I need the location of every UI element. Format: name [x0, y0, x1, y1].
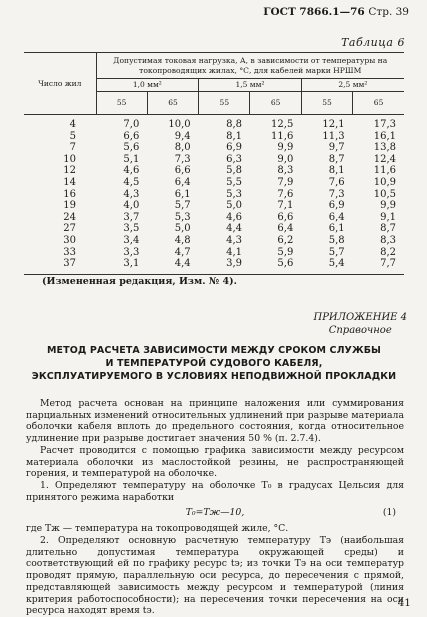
table-row: [24, 247, 404, 259]
page-header: [263, 6, 409, 18]
current-value-cell: 4,3: [123, 188, 140, 200]
core-count-cell: 5: [69, 130, 76, 142]
table-row: [24, 115, 404, 131]
appendix-number: ПРИЛОЖЕНИЕ 4: [313, 312, 407, 323]
current-value-cell: 5,6: [250, 258, 301, 274]
current-value-cell: 6,6: [123, 130, 140, 142]
current-value-cell: 7,3: [328, 188, 345, 200]
current-value-cell: 11,3: [322, 130, 345, 142]
current-value-cell: 3,4: [123, 234, 140, 246]
temperature-header: 65: [147, 92, 198, 115]
current-value-cell: 3,3: [123, 246, 140, 258]
current-value-cell: 4,3: [226, 234, 242, 246]
current-value-cell: 8,7: [380, 223, 396, 235]
table-row: [24, 235, 404, 247]
section-header: 2,5 мм²: [301, 79, 404, 92]
core-count-cell: 37: [24, 258, 96, 274]
current-value-cell: 5,3: [226, 188, 242, 200]
current-value-cell: 10,5: [373, 188, 396, 200]
current-value-cell: 5,9: [277, 246, 294, 258]
current-value-cell: 8,8: [226, 119, 242, 130]
current-value-cell: 11,6: [373, 165, 396, 177]
current-value-cell: 7,9: [277, 176, 294, 188]
current-value-cell: 13,8: [373, 142, 396, 154]
current-value-cell: 5,3: [174, 211, 191, 223]
page-number: 41: [397, 597, 411, 609]
current-value-cell: 5,4: [301, 258, 352, 274]
core-count-cell: 7: [69, 142, 76, 154]
current-value-cell: 3,1: [96, 258, 147, 274]
current-value-cell: 5,8: [328, 234, 345, 246]
paragraph: 2. Определяют основную расчетную температуру Tэ (наибольшая длительно допустимая температура окружающей среды) и соответствующий ей по графику ресурс tэ; из точки Tэ на оси температур проводят прямую, параллельную оси ресурса, до пересечения с прямой, представляющей зависимость между ресурсом и температурой (линия критерия работоспособности); на пересечения точки пересечения на оси ресурса находят время tэ.: [26, 535, 404, 617]
current-value-cell: 4,4: [226, 223, 242, 235]
current-value-cell: 10,9: [373, 176, 396, 188]
current-value-cell: 8,1: [328, 165, 345, 177]
current-value-cell: 4,8: [174, 234, 191, 246]
temperature-header: 65: [353, 92, 404, 115]
formula-number: (1): [382, 507, 396, 519]
current-value-cell: 6,4: [174, 176, 191, 188]
table-caption: Таблица 6: [341, 36, 405, 49]
formula: [26, 503, 404, 523]
temperature-header: 65: [250, 92, 301, 115]
current-value-cell: 12,5: [271, 119, 294, 130]
current-load-table: [24, 52, 404, 275]
current-value-cell: 7,6: [328, 176, 345, 188]
table-row: [24, 142, 404, 154]
section-header: 1,0 мм²: [96, 79, 199, 92]
table-row: [24, 154, 404, 166]
paragraph: Метод расчета основан на принципе наложения или суммирования парциальных изменений относительных удлинений при разрыве материала оболочки кабеля вплоть до предельного состояния, когда относительное удлинение при разрыве достигает значения 50 % (п. 2.7.4).: [26, 398, 404, 445]
core-count-cell: 27: [63, 223, 76, 235]
temperature-header: 55: [301, 92, 352, 115]
paragraph: 1. Определяют температуру на оболочке T₀ в градусах Цельсия для принятого режима наработки: [26, 479, 404, 503]
core-count-cell: 24: [63, 211, 76, 223]
table-row: [24, 189, 404, 201]
current-value-cell: 7,3: [174, 153, 191, 165]
paragraph: где Tж — температура на токопроводящей жиле, °С.: [26, 523, 289, 535]
table-row: [24, 200, 404, 212]
current-value-cell: 4,1: [226, 246, 242, 258]
core-count-cell: 14: [63, 176, 76, 188]
formula-expression: T₀=Tж—10,: [185, 507, 245, 519]
current-value-cell: 3,5: [123, 223, 140, 235]
appendix-type: Справочное: [328, 325, 392, 336]
current-value-cell: 3,7: [123, 211, 140, 223]
current-value-cell: 4,6: [123, 165, 140, 177]
current-value-cell: 4,6: [226, 211, 242, 223]
standard-number: ГОСТ 7866.1—76: [263, 6, 365, 18]
current-value-cell: 9,4: [174, 130, 191, 142]
current-value-cell: 9,1: [380, 211, 396, 223]
section-header: 1,5 мм²: [199, 79, 302, 92]
current-value-cell: 9,7: [328, 142, 345, 154]
paragraph: Расчет проводится с помощью графика зависимости между ресурсом материала оболочки из маслостойкой резины, не распространяющей горения, и температурой на оболочке.: [26, 444, 404, 480]
page-label: Стр. 39: [368, 6, 409, 18]
table-row: [24, 258, 404, 274]
current-value-cell: 8,3: [380, 234, 396, 246]
core-count-cell: 30: [63, 234, 76, 246]
current-value-cell: 6,4: [277, 223, 294, 235]
current-value-cell: 7,0: [123, 119, 140, 130]
current-value-cell: 8,7: [328, 153, 345, 165]
table-row: [24, 212, 404, 224]
current-value-cell: 7,1: [277, 200, 294, 212]
current-value-cell: 12,1: [322, 119, 345, 130]
current-value-cell: 5,0: [226, 200, 242, 212]
current-value-cell: 8,3: [277, 165, 294, 177]
current-value-cell: 5,6: [123, 142, 140, 154]
core-count-cell: 10: [63, 153, 76, 165]
current-value-cell: 8,0: [174, 142, 191, 154]
table-row: [24, 131, 404, 143]
current-value-cell: 11,6: [271, 130, 294, 142]
current-value-cell: 12,4: [373, 153, 396, 165]
table-row: [24, 223, 404, 235]
current-value-cell: 4,5: [123, 176, 140, 188]
body-text: [26, 398, 404, 617]
current-value-cell: 16,1: [373, 130, 396, 142]
current-value-cell: 6,2: [277, 234, 294, 246]
current-value-cell: 6,4: [328, 211, 345, 223]
table-body: [24, 115, 404, 275]
core-count-header: Число жил: [24, 53, 96, 115]
current-value-cell: 7,7: [353, 258, 404, 274]
current-value-cell: 9,9: [380, 200, 396, 212]
current-value-cell: 6,3: [226, 153, 242, 165]
table-row: [24, 165, 404, 177]
current-value-cell: 5,8: [226, 165, 242, 177]
current-value-cell: 17,3: [373, 119, 396, 130]
section-title: [28, 344, 400, 383]
current-value-cell: 6,9: [328, 200, 345, 212]
title-line: И ТЕМПЕРАТУРОЙ СУДОВОГО КАБЕЛЯ,: [105, 358, 323, 369]
current-value-cell: 4,0: [123, 200, 140, 212]
current-value-cell: 4,4: [147, 258, 198, 274]
current-value-cell: 3,9: [199, 258, 250, 274]
table-row: [24, 177, 404, 189]
current-value-cell: 4,7: [174, 246, 191, 258]
core-count-cell: 16: [63, 188, 76, 200]
core-count-cell: 12: [63, 165, 76, 177]
current-value-cell: 6,1: [328, 223, 345, 235]
current-value-cell: 6,1: [174, 188, 191, 200]
load-header: Допустимая токовая нагрузка, А, в зависимости от температуры на токопроводящих жилах, °С, для кабелей марки НРШМ: [96, 53, 404, 79]
temperature-header: 55: [199, 92, 250, 115]
current-value-cell: 8,1: [226, 130, 242, 142]
core-count-cell: 19: [63, 200, 76, 212]
current-value-cell: 5,1: [123, 153, 140, 165]
temperature-header: 55: [96, 92, 147, 115]
current-value-cell: 9,9: [277, 142, 294, 154]
current-value-cell: 8,2: [380, 246, 396, 258]
current-value-cell: 6,6: [174, 165, 191, 177]
title-line: ЭКСПЛУАТИРУЕМОГО В УСЛОВИЯХ НЕПОДВИЖНОЙ ПРОКЛАДКИ: [31, 371, 397, 382]
title-line: МЕТОД РАСЧЕТА ЗАВИСИМОСТИ МЕЖДУ СРОКОМ СЛУЖБЫ: [47, 345, 381, 356]
current-value-cell: 5,0: [174, 223, 191, 235]
current-value-cell: 5,7: [328, 246, 345, 258]
current-value-cell: 9,0: [277, 153, 294, 165]
edition-note: (Измененная редакция, Изм. № 4).: [42, 276, 237, 287]
core-count-cell: 33: [63, 246, 76, 258]
current-value-cell: 5,5: [226, 176, 242, 188]
appendix-label: [313, 311, 407, 337]
core-count-cell: 4: [69, 119, 76, 130]
current-value-cell: 10,0: [168, 119, 191, 130]
current-value-cell: 5,7: [174, 200, 191, 212]
current-value-cell: 6,9: [226, 142, 242, 154]
current-value-cell: 7,6: [277, 188, 294, 200]
current-value-cell: 6,6: [277, 211, 294, 223]
